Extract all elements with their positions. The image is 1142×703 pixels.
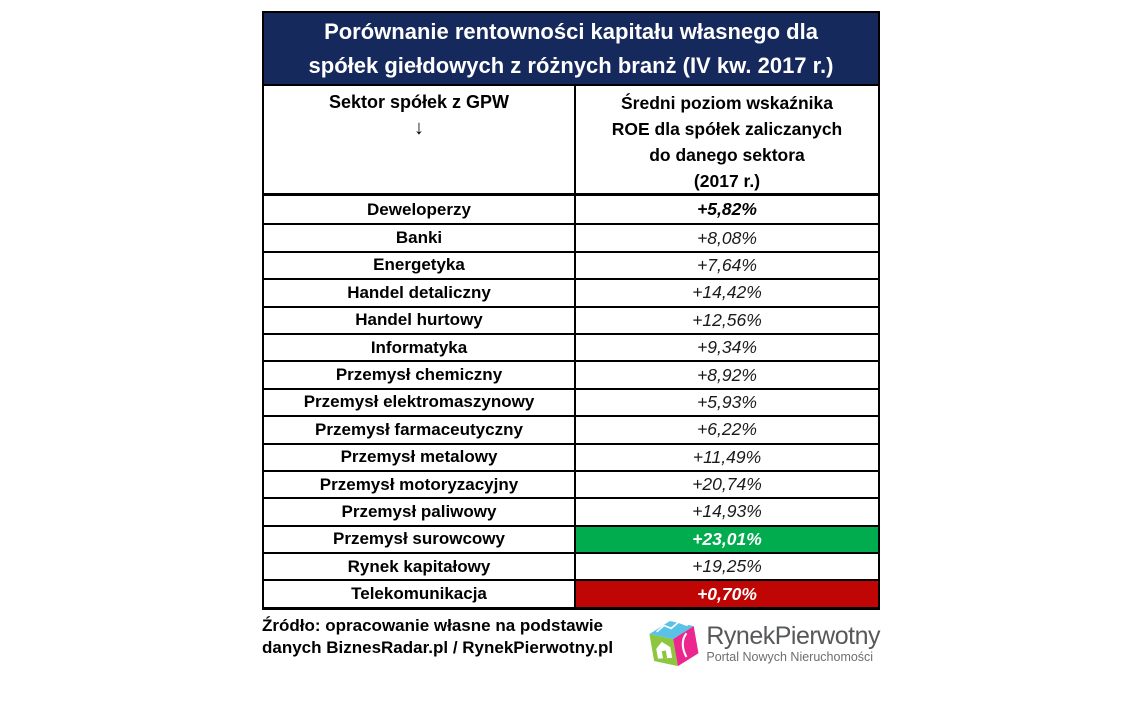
roe-value-cell: +14,93% bbox=[692, 501, 762, 522]
roe-value-cell: +11,49% bbox=[692, 446, 762, 467]
sector-cell: Informatyka bbox=[264, 335, 576, 360]
column-header-roe bbox=[576, 86, 878, 193]
sector-cell: Przemysł elektromaszynowy bbox=[264, 390, 576, 415]
roe-value-cell: +5,93% bbox=[697, 391, 757, 412]
table-body bbox=[264, 196, 878, 607]
sector-cell: Energetyka bbox=[264, 253, 576, 278]
sector-cell: Deweloperzy bbox=[264, 196, 576, 223]
footer bbox=[262, 615, 880, 671]
sector-cell: Przemysł motoryzacyjny bbox=[264, 472, 576, 497]
source-line-2: danych BiznesRadar.pl / RynekPierwotny.pl bbox=[262, 637, 614, 657]
roe-value-cell: +23,01% bbox=[576, 527, 878, 552]
sector-cell: Przemysł surowcowy bbox=[264, 527, 576, 552]
roe-value-cell: +6,22% bbox=[697, 419, 757, 440]
roe-value-cell: +12,56% bbox=[692, 309, 762, 330]
source-line-1: Źródło: opracowanie własne na podstawie bbox=[262, 615, 604, 635]
sector-cell: Banki bbox=[264, 225, 576, 250]
sector-cell: Przemysł chemiczny bbox=[264, 362, 576, 387]
sector-cell: Przemysł paliwowy bbox=[264, 499, 576, 524]
table-row bbox=[264, 443, 878, 470]
table-row bbox=[264, 552, 878, 579]
rynekpierwotny-logo bbox=[649, 617, 880, 671]
column-header-roe-line: ROE dla spółek zaliczanych bbox=[611, 119, 843, 139]
roe-value-cell: +8,92% bbox=[697, 364, 757, 385]
table-header-row bbox=[264, 86, 878, 196]
table-row bbox=[264, 278, 878, 305]
table-row bbox=[264, 360, 878, 387]
table-row bbox=[264, 415, 878, 442]
table-row bbox=[264, 525, 878, 552]
table-row bbox=[264, 497, 878, 524]
sector-cell: Rynek kapitałowy bbox=[264, 554, 576, 579]
column-header-roe-line: do danego sektora bbox=[649, 145, 805, 165]
table-row bbox=[264, 251, 878, 278]
title-banner bbox=[262, 11, 880, 84]
roe-table bbox=[262, 84, 880, 610]
house-cube-icon bbox=[645, 613, 704, 675]
table-row bbox=[264, 306, 878, 333]
roe-value-cell: +8,08% bbox=[697, 227, 757, 248]
roe-value-cell: +0,70% bbox=[576, 581, 878, 606]
sector-cell: Przemysł metalowy bbox=[264, 445, 576, 470]
roe-value-cell: +7,64% bbox=[697, 254, 757, 275]
table-row bbox=[264, 579, 878, 606]
sector-cell: Przemysł farmaceutyczny bbox=[264, 417, 576, 442]
sector-cell: Telekomunikacja bbox=[264, 581, 576, 606]
sector-cell: Handel detaliczny bbox=[264, 280, 576, 305]
table-row bbox=[264, 196, 878, 223]
roe-value-cell: +20,74% bbox=[692, 474, 762, 495]
table-row bbox=[264, 388, 878, 415]
logo-tagline: Portal Nowych Nieruchomości bbox=[706, 650, 874, 665]
roe-value-cell: +5,82% bbox=[697, 199, 757, 220]
roe-value-cell: +14,42% bbox=[692, 282, 762, 303]
logo-text bbox=[706, 623, 880, 664]
title-line-1: Porównanie rentowności kapitału własnego dla bbox=[324, 19, 818, 44]
sector-cell: Handel hurtowy bbox=[264, 308, 576, 333]
infographic bbox=[262, 0, 880, 671]
column-header-roe-line: (2017 r.) bbox=[693, 171, 761, 191]
column-header-roe-line: Średni poziom wskaźnika bbox=[621, 93, 833, 113]
column-header-sector-label: Sektor spółek z GPW bbox=[328, 92, 510, 112]
table-row bbox=[264, 333, 878, 360]
column-header-sector bbox=[264, 86, 576, 193]
title-line-2: spółek giełdowych z różnych branż (IV kw. 2017 r.) bbox=[308, 53, 834, 78]
table-row bbox=[264, 470, 878, 497]
source-note bbox=[262, 615, 613, 659]
roe-value-cell: +9,34% bbox=[697, 337, 757, 358]
logo-brand-name: RynekPierwotny bbox=[706, 622, 880, 651]
roe-value-cell: +19,25% bbox=[692, 556, 762, 577]
down-arrow-icon: ↓ bbox=[414, 117, 424, 139]
table-row bbox=[264, 223, 878, 250]
